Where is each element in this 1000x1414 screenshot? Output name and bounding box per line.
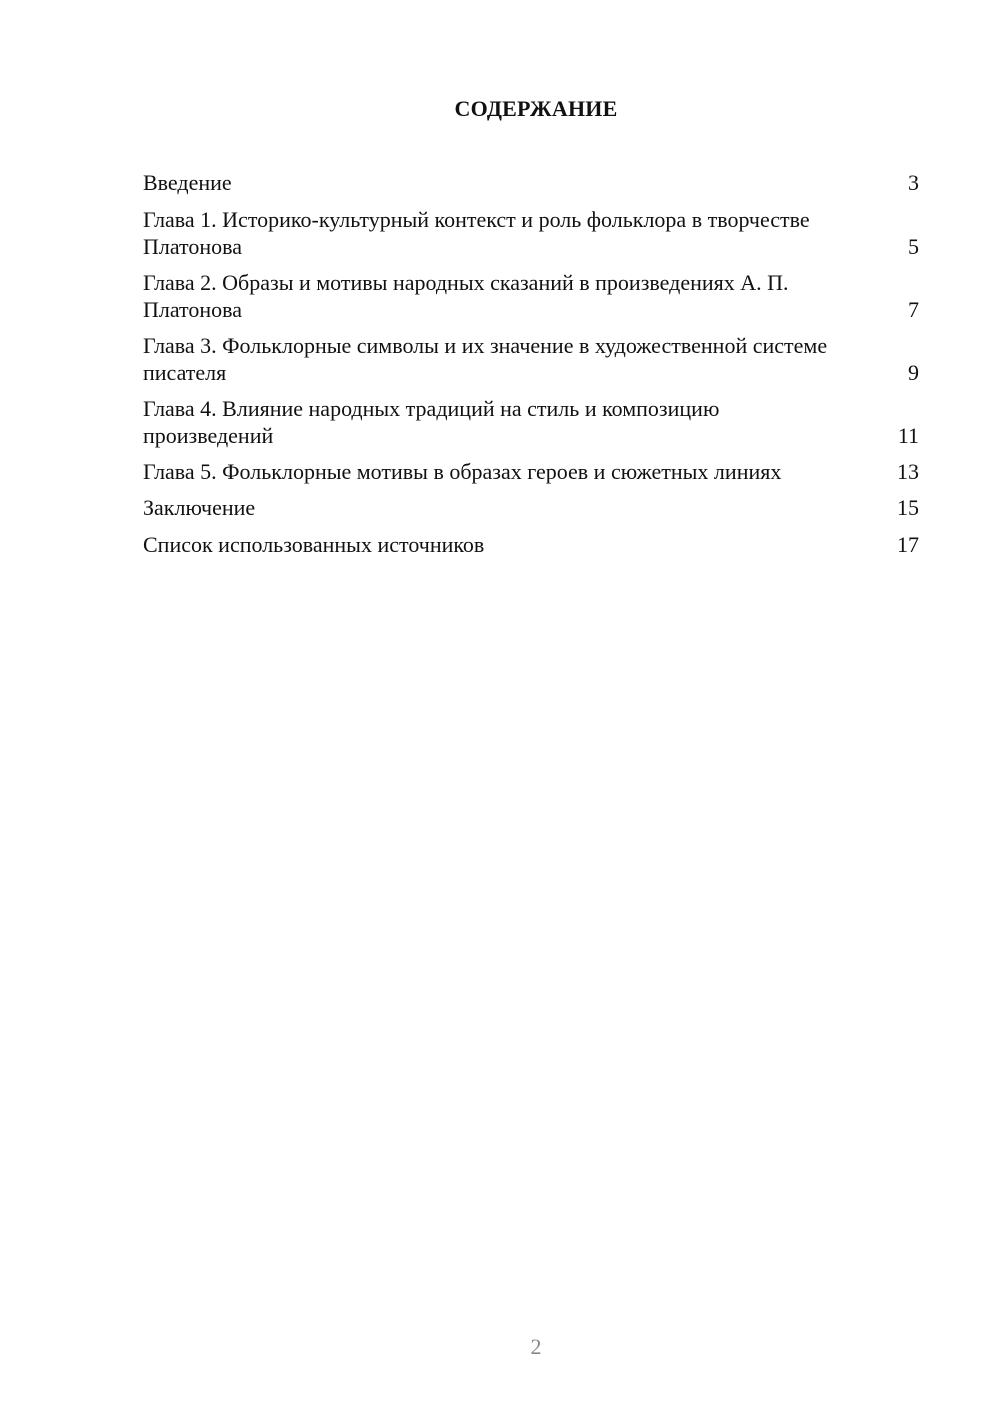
toc-entry-page: 9 [908, 360, 919, 385]
toc-entry-title[interactable]: Глава 4. Влияние народных традиций на стиль и композицию произведений [143, 396, 720, 448]
toc-entry-chapter-4[interactable] [143, 395, 919, 449]
toc-entry-chapter-5[interactable] [143, 458, 919, 485]
toc-entry-references[interactable] [143, 531, 919, 558]
toc-entry-introduction[interactable] [143, 169, 919, 196]
toc-entry-title[interactable]: Список использованных источников [143, 532, 485, 557]
toc-entry-title[interactable]: Глава 5. Фольклорные мотивы в образах героев и сюжетных линиях [143, 459, 782, 484]
page-number: 2 [530, 1334, 542, 1359]
table-of-contents [143, 169, 919, 568]
toc-entry-title[interactable]: Заключение [143, 495, 256, 520]
toc-entry-title[interactable]: Глава 3. Фольклорные символы и их значение в художественной системе писателя [143, 333, 828, 385]
toc-entry-page: 5 [908, 234, 919, 259]
toc-entry-title[interactable]: Глава 1. Историко-культурный контекст и роль фольклора в творчестве Платонова [143, 207, 810, 259]
page-title: СОДЕРЖАНИЕ [454, 96, 618, 121]
toc-entry-page: 17 [897, 532, 919, 557]
toc-entry-page: 7 [908, 297, 919, 322]
toc-entry-page: 11 [897, 423, 919, 448]
toc-entry-chapter-3[interactable] [143, 332, 919, 386]
toc-entry-conclusion[interactable] [143, 494, 919, 521]
toc-entry-title[interactable]: Глава 2. Образы и мотивы народных сказаний в произведениях А. П. Платонова [143, 270, 789, 322]
toc-entry-chapter-1[interactable] [143, 206, 919, 260]
toc-entry-chapter-2[interactable] [143, 269, 919, 323]
toc-entry-page: 15 [897, 495, 919, 520]
toc-entry-title[interactable]: Введение [143, 170, 232, 195]
toc-entry-page: 3 [908, 170, 919, 195]
toc-entry-page: 13 [897, 459, 919, 484]
